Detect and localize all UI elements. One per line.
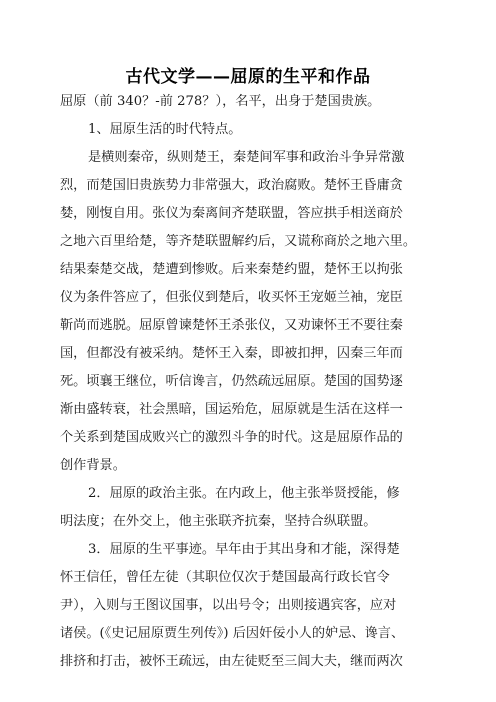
text-line: 婪，刚愎自用。张仪为秦离间齐楚联盟，答应拱手相送商於 (60, 206, 403, 221)
text-line: 明法度；在外交上，他主张联齐抗秦，坚持合纵联盟。 (60, 514, 377, 529)
text-line: 是横则秦帝，纵则楚王，秦楚间军事和政治斗争异常激 (88, 150, 405, 165)
text-line: 渐由盛转衰，社会黑暗，国运殆危，屈原就是生活在这样一 (60, 402, 403, 417)
text-line: 之地六百里给楚，等齐楚联盟解约后，又谎称商於之地六里。 (60, 234, 417, 249)
text-line: 烈，而楚国旧贵族势力非常强大，政治腐败。楚怀王昏庸贪 (60, 178, 403, 193)
text-line: 诸侯。(《史记屈原贾生列传》) 后因奸佞小人的妒忌、谗言、 (60, 626, 405, 641)
text-line: 结果秦楚交战，楚遭到惨败。后来秦楚约盟，楚怀王以拘张 (60, 262, 403, 277)
text-line: 靳尚而逃脱。屈原曾谏楚怀王杀张仪，又劝谏怀王不要往秦 (60, 318, 403, 333)
text-line: 个关系到楚国成败兴亡的激烈斗争的时代。这是屈原作品的 (60, 430, 403, 445)
section-heading: 2．屈原的政治主张。在内政上，他主张举贤授能，修 (88, 486, 400, 501)
section-heading: 3．屈原的生平事迹。早年由于其出身和才能，深得楚 (88, 542, 400, 557)
text-line: 排挤和打击，被怀王疏远，由左徒贬至三闾大夫，继而两次 (60, 654, 403, 669)
section-heading: 1、屈原生活的时代特点。 (88, 122, 242, 137)
text-line: 尹），入则与王图议国事，以出号令；出则接遇宾客，应对 (60, 598, 397, 613)
text-line: 国，但都没有被采纳。楚怀王入秦，即被扣押，囚秦三年而 (60, 346, 403, 361)
document-title: 古代文学——屈原的生平和作品 (125, 67, 371, 87)
text-line: 怀王信任，曾任左徒（其职位仅次于楚国最高行政长官令 (60, 570, 390, 585)
text-line: 创作背景。 (60, 458, 126, 473)
text-line: 仪为条件答应了，但张仪到楚后，收买怀王宠姬兰袖，宠臣 (60, 290, 403, 305)
text-line: 屈原（前 340？-前 278？），名平，出身于楚国贵族。 (60, 94, 381, 109)
text-line: 死。顷襄王继位，听信谗言，仍然疏远屈原。楚国的国势逐 (60, 374, 403, 389)
